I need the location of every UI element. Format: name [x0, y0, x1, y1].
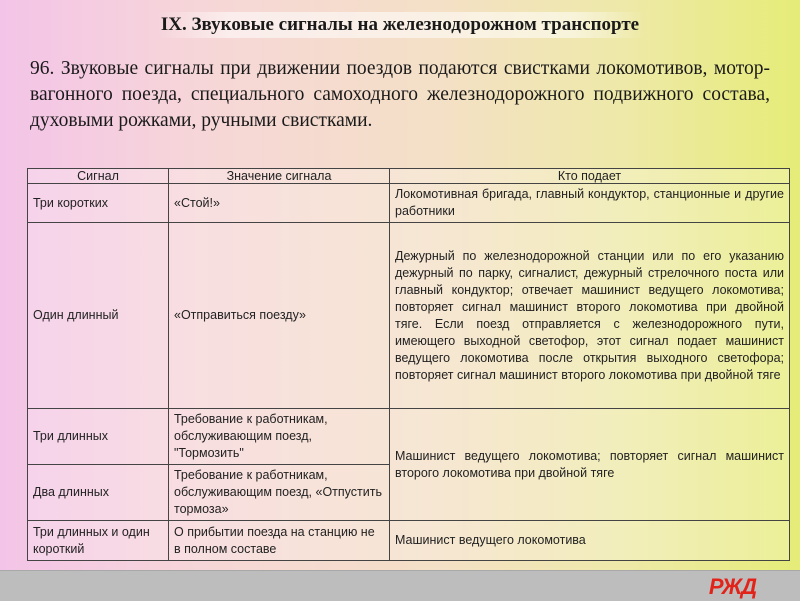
who-cell: Машинист ведущего локомотива: [390, 521, 790, 561]
who-cell: Дежурный по железнодорожной станции или по его указанию дежурный по парку, сигналист, дежурный стрелочного поста или главный кондуктор; отвечает машинист ведущего локомотива; повторяет сигнал машинист второго локомотива при двойной тяге. Если поезд отправляется с железнодорожного пути, имеющего выходной светофор, этот сигнал подает машинист ведущего локомотива после открытия выходного светофора; повторяет сигнал машинист второго локомотива при двойной тяге: [390, 223, 790, 409]
header-signal: Сигнал: [28, 169, 169, 184]
signal-cell: Три длинных: [28, 409, 169, 465]
meaning-cell: Требование к работникам, обслуживающим поезд, «Отпустить тормоза»: [169, 465, 390, 521]
table-row: [28, 521, 790, 561]
signals-table: [27, 168, 790, 561]
meaning-cell: «Стой!»: [169, 184, 390, 223]
table-row: [28, 409, 790, 465]
table-header-row: [28, 169, 790, 184]
header-who: Кто подает: [390, 169, 790, 184]
table-row: [28, 223, 790, 409]
title-area: [0, 0, 800, 50]
signal-cell: Три коротких: [28, 184, 169, 223]
rzd-logo: РЖД: [708, 574, 756, 599]
intro-paragraph: 96. Звуковые сигналы при движении поездов подаются свистками локомотивов, мотор-вагонного поезда, специального самоходного железнодорожного подвижного состава, духовыми рожками, ручными свистками.: [30, 58, 770, 131]
signal-cell: Два длинных: [28, 465, 169, 521]
meaning-cell: Требование к работникам, обслуживающим поезд, "Тормозить": [169, 409, 390, 465]
who-cell: Машинист ведущего локомотива; повторяет сигнал машинист второго локомотива при двойной тяге: [390, 409, 790, 521]
footer-bar: [0, 570, 800, 601]
meaning-cell: «Отправиться поезду»: [169, 223, 390, 409]
signal-cell: Один длинный: [28, 223, 169, 409]
meaning-cell: О прибытии поезда на станцию не в полном составе: [169, 521, 390, 561]
table-row: [28, 184, 790, 223]
who-cell: Локомотивная бригада, главный кондуктор, станционные и другие работники: [390, 184, 790, 223]
header-meaning: Значение сигнала: [169, 169, 390, 184]
slide-title: IX. Звуковые сигналы на железнодорожном транспорте: [155, 12, 645, 38]
signal-cell: Три длинных и один короткий: [28, 521, 169, 561]
